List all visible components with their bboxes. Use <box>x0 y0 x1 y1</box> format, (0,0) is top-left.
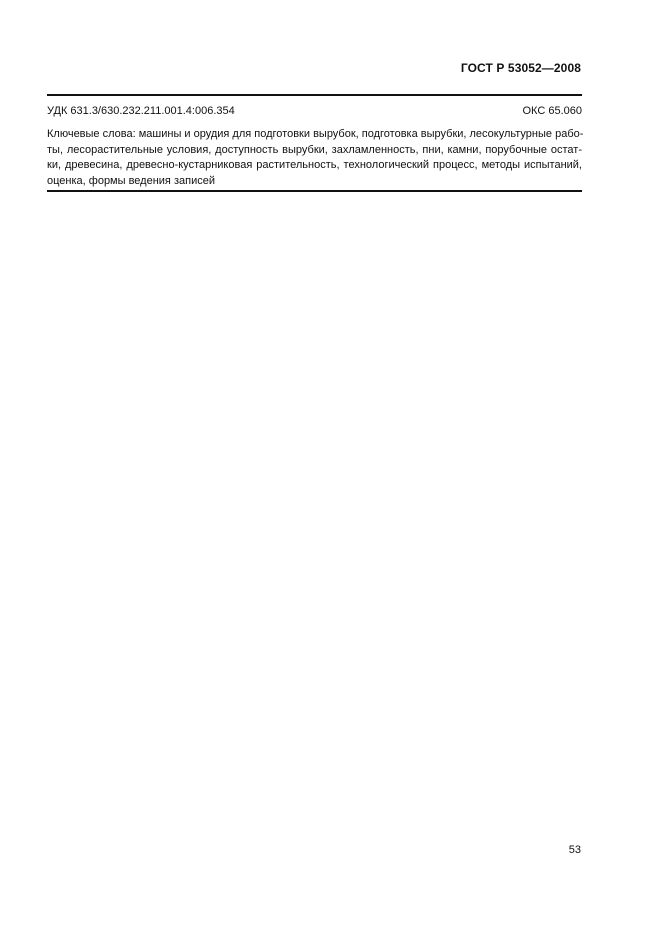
udk-code: УДК 631.3/630.232.211.001.4:006.354 <box>47 105 235 117</box>
keywords-line: оценка, формы ведения записей <box>47 174 215 187</box>
keywords-line: ки, древесина, древесно-кустарниковая растительность, технологический процесс, методы испытаний, <box>47 159 582 171</box>
oks-code: ОКС 65.060 <box>522 105 582 117</box>
keywords-paragraph <box>47 127 582 189</box>
page-number: 53 <box>568 844 581 856</box>
top-divider <box>47 94 582 96</box>
document-code-header: ГОСТ Р 53052—2008 <box>460 61 581 75</box>
bottom-divider <box>47 190 582 192</box>
keywords-line: Ключевые слова: машины и орудия для подготовки вырубок, подготовка вырубки, лесокультурные рабо- <box>47 128 584 140</box>
classification-row <box>47 105 582 117</box>
keywords-line: ты, лесорастительные условия, доступность вырубки, захламленность, пни, камни, порубочные остат- <box>47 143 582 156</box>
